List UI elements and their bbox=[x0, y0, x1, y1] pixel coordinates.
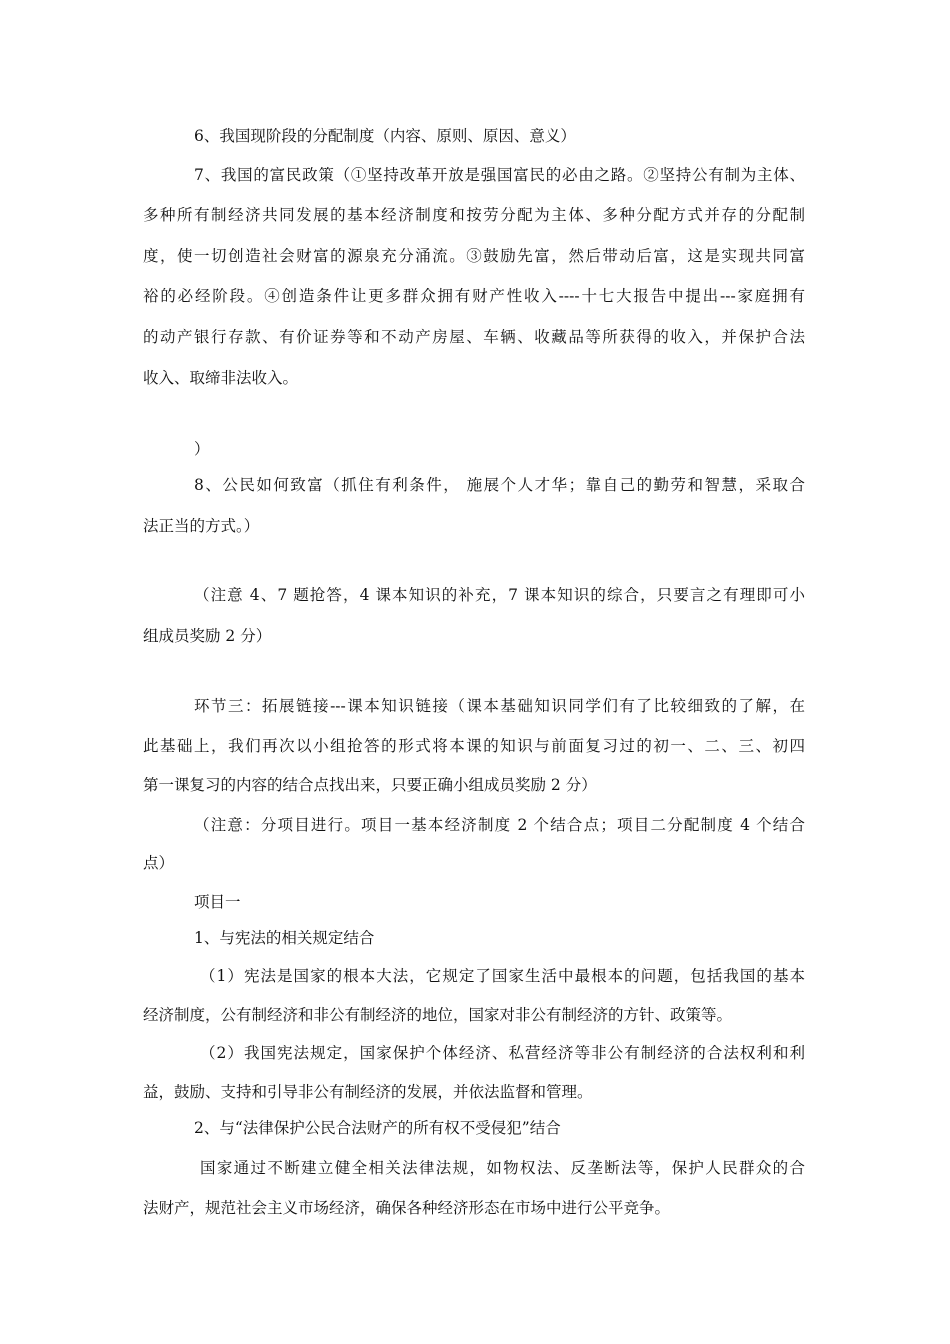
paragraph-line: 益，鼓励、支持和引导非公有制经济的发展，并依法监督和管理。 bbox=[143, 1083, 593, 1101]
note-line: （注意 4、7 题抢答，4 课本知识的补充，7 课本知识的综合，只要言之有理即可小 bbox=[194, 586, 805, 604]
paragraph-line: 第一课复习的内容的结合点找出来，只要正确小组成员奖励 2 分） bbox=[143, 776, 597, 794]
note-line: 点） bbox=[143, 854, 175, 872]
paragraph-line: 此基础上，我们再次以小组抢答的形式将本课的知识与前面复习过的初一、二、三、初四 bbox=[143, 737, 805, 755]
paragraph-line: 法财产，规范社会主义市场经济，确保各种经济形态在市场中进行公平竞争。 bbox=[143, 1199, 671, 1217]
paragraph-line: （2）我国宪法规定，国家保护个体经济、私营经济等非公有制经济的合法权利和利 bbox=[200, 1044, 805, 1062]
paragraph-line: 国家通过不断建立健全相关法律法规，如物权法、反垄断法等，保护人民群众的合 bbox=[200, 1159, 805, 1177]
heading-distribution-system: 6、我国现阶段的分配制度（内容、原则、原因、意义） bbox=[194, 127, 576, 145]
paragraph-line: 环节三：拓展链接---课本知识链接（课本基础知识同学们有了比较细致的了解，在 bbox=[194, 697, 805, 715]
paragraph-line: 收入、取缔非法收入。 bbox=[143, 369, 299, 387]
project-one-heading: 项目一 bbox=[194, 893, 241, 911]
subheading-constitution: 1、与宪法的相关规定结合 bbox=[194, 929, 375, 947]
paragraph-line: 经济制度，公有制经济和非公有制经济的地位，国家对非公有制经济的方针、政策等。 bbox=[143, 1006, 733, 1024]
paragraph-line: 多种所有制经济共同发展的基本经济制度和按劳分配为主体、多种分配方式并存的分配制 bbox=[143, 206, 805, 224]
paragraph-line: 的动产银行存款、有价证券等和不动产房屋、车辆、收藏品等所获得的收入，并保护合法 bbox=[143, 328, 805, 346]
paragraph-line: 法正当的方式。） bbox=[143, 517, 260, 535]
closing-parenthesis: ） bbox=[194, 440, 210, 458]
subheading-property-law: 2、与“法律保护公民合法财产的所有权不受侵犯”结合 bbox=[194, 1119, 561, 1137]
note-line: 组成员奖励 2 分） bbox=[143, 627, 272, 645]
paragraph-line: 度，使一切创造社会财富的源泉充分涌流。③鼓励先富，然后带动后富，这是实现共同富 bbox=[143, 247, 805, 265]
paragraph-line: （1）宪法是国家的根本大法，它规定了国家生活中最根本的问题，包括我国的基本 bbox=[200, 967, 805, 985]
paragraph-line: 7、我国的富民政策（①坚持改革开放是强国富民的必由之路。②坚持公有制为主体、 bbox=[194, 166, 805, 184]
paragraph-line: 8、公民如何致富（抓住有利条件， 施展个人才华；靠自己的勤劳和智慧，采取合 bbox=[194, 476, 805, 494]
paragraph-line: 裕的必经阶段。④创造条件让更多群众拥有财产性收入----十七大报告中提出---家庭拥有 bbox=[143, 287, 805, 305]
note-line: （注意：分项目进行。项目一基本经济制度 2 个结合点；项目二分配制度 4 个结合 bbox=[194, 816, 805, 834]
